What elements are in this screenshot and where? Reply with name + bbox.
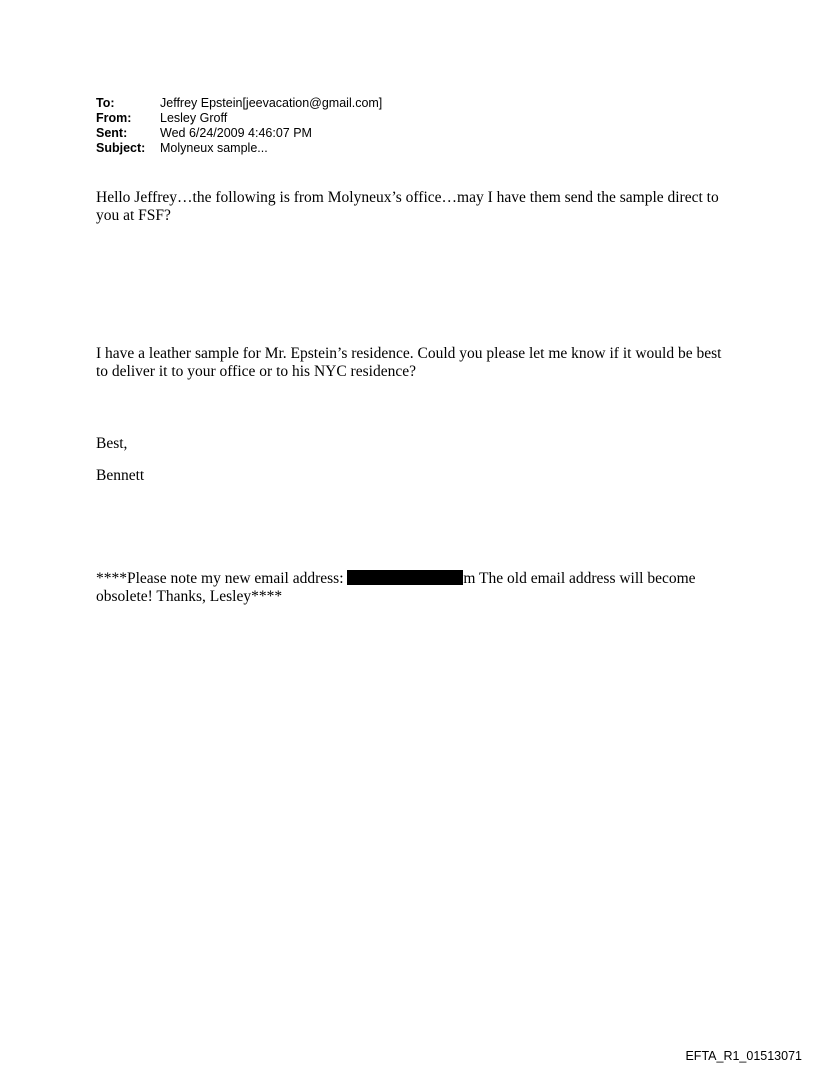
from-label: From:: [96, 111, 132, 125]
document-id: EFTA_R1_01513071: [685, 1049, 802, 1063]
to-label: To:: [96, 96, 115, 110]
sent-label: Sent:: [96, 126, 128, 140]
subject-row: [96, 141, 382, 156]
intro-paragraph: Hello Jeffrey…the following is from Molyneux’s office…may I have them send the sample direct to you at FSF?: [96, 189, 719, 224]
from-row: [96, 111, 382, 126]
address-note-start: ****Please note my new email address:: [96, 570, 348, 587]
sent-row: [96, 126, 382, 141]
closing-line: Best,: [96, 435, 128, 452]
redaction-block: [347, 570, 463, 585]
from-value: Lesley Groff: [160, 111, 228, 125]
address-note-paragraph: [96, 570, 736, 606]
address-note-end: m The old email address will become obsolete! Thanks, Lesley****: [96, 570, 696, 605]
to-value: Jeffrey Epstein[jeevacation@gmail.com]: [160, 96, 383, 110]
signature-line: Bennett: [96, 467, 145, 484]
quoted-paragraph: I have a leather sample for Mr. Epstein’s residence. Could you please let me know if it would be best to deliver it to your office or to his NYC residence?: [96, 345, 722, 380]
subject-value: Molyneux sample...: [160, 141, 268, 155]
sent-value: Wed 6/24/2009 4:46:07 PM: [160, 126, 312, 140]
email-header: [96, 96, 382, 156]
to-row: [96, 96, 382, 111]
subject-label: Subject:: [96, 141, 146, 155]
